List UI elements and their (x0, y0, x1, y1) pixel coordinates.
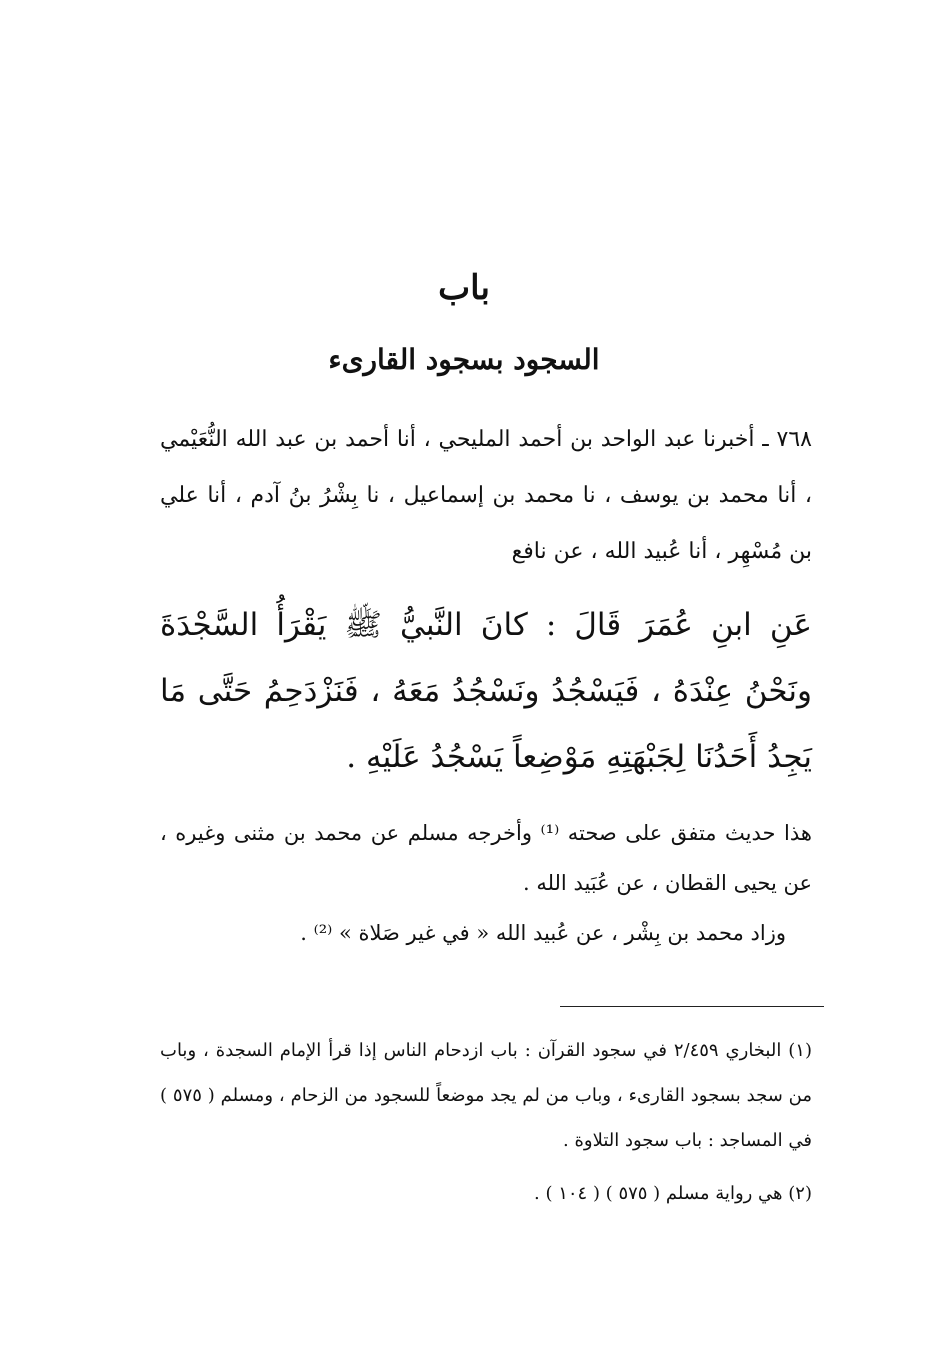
chapter-label: باب (438, 268, 490, 308)
footnote-divider (560, 1006, 824, 1007)
footnote-1: (١) البخاري ٢/٤٥٩ في سجود القرآن : باب ازدحام الناس إذا قرأ الإمام السجدة ، وباب من سجد بسجود القارىء ، وباب من لم يجد موضعاً للسجود من الزحام ، ومسلم ( ٥٧٥ ) في المساجد : باب سجود التلاوة . (160, 1040, 812, 1151)
commentary-paragraph: هذا حديث متفق على صحته ⁽¹⁾ وأخرجه مسلم عن محمد بن مثنى وغيره ، عن يحيى القطان ، عن عُبَيد الله . (160, 821, 812, 895)
hadith-matn: عَنِ ابنِ عُمَرَ قَالَ : كانَ النَّبيُّ ﷺ يَقْرَأُ السَّجْدَةَ ونَحْنُ عِنْدَهُ ، فَيَسْجُدُ ونَسْجُدُ مَعَهُ ، فَنَزْدَحِمُ حَتَّى مَا يَجِدُ أَحَدُنَا لِجَبْهَتِهِ مَوْضِعاً يَسْجُدُ عَلَيْهِ . (160, 607, 812, 775)
hadith-isnad: ٧٦٨ ـ أخبرنا عبد الواحد بن أحمد المليحي ، أنا أحمد بن عبد الله النُّعَيْمي ، أنا محمد بن يوسف ، نا محمد بن إسماعيل ، نا بِشْرُ بنُ آدم ، أنا علي بن مُسْهِر ، أنا عُبيد الله ، عن نافع (160, 427, 812, 564)
chapter-title: السجود بسجود القارىء (328, 343, 600, 376)
commentary-paragraph: وزاد محمد بن بِشْر ، عن عُبيد الله « في غير صَلاة » ⁽²⁾ . (300, 921, 786, 945)
footnotes (160, 1028, 812, 1216)
footnote-2: (٢) هي رواية مسلم ( ٥٧٥ ) ( ١٠٤ ) . (534, 1183, 812, 1204)
hadith-commentary (160, 808, 812, 958)
